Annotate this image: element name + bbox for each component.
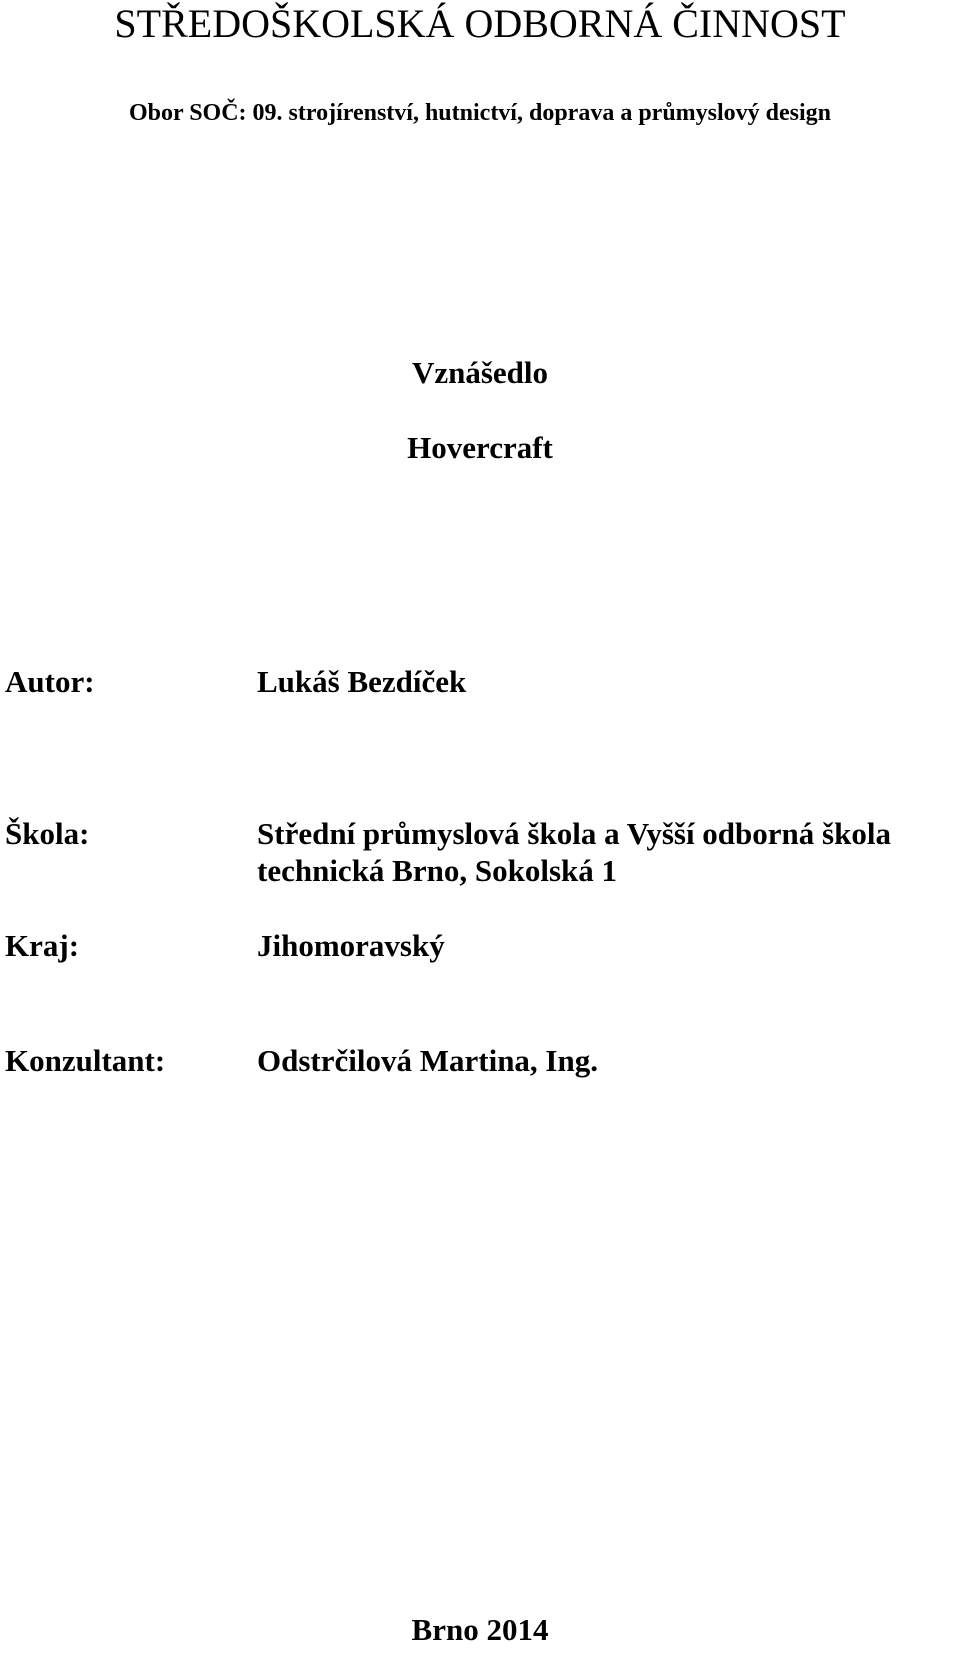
author-value: Lukáš Bezdíček xyxy=(257,664,467,699)
work-title-english: Hovercraft xyxy=(407,430,553,465)
field-of-study: Obor SOČ: 09. strojírenství, hutnictví, doprava a průmyslový design xyxy=(128,100,832,126)
school-value-line-2: technická Brno, Sokolská 1 xyxy=(257,853,618,888)
school-label: Škola: xyxy=(5,816,90,851)
place-and-year: Brno 2014 xyxy=(411,1612,549,1647)
author-label: Autor: xyxy=(5,664,95,699)
work-title-czech: Vznášedlo xyxy=(411,355,549,390)
consultant-value: Odstrčilová Martina, Ing. xyxy=(257,1043,598,1078)
consultant-label: Konzultant: xyxy=(5,1043,166,1078)
region-label: Kraj: xyxy=(5,928,80,963)
region-value: Jihomoravský xyxy=(257,928,445,963)
school-value-line-1: Střední průmyslová škola a Vyšší odborná škola xyxy=(257,816,891,851)
document-title: STŘEDOŠKOLSKÁ ODBORNÁ ČINNOST xyxy=(114,1,846,46)
